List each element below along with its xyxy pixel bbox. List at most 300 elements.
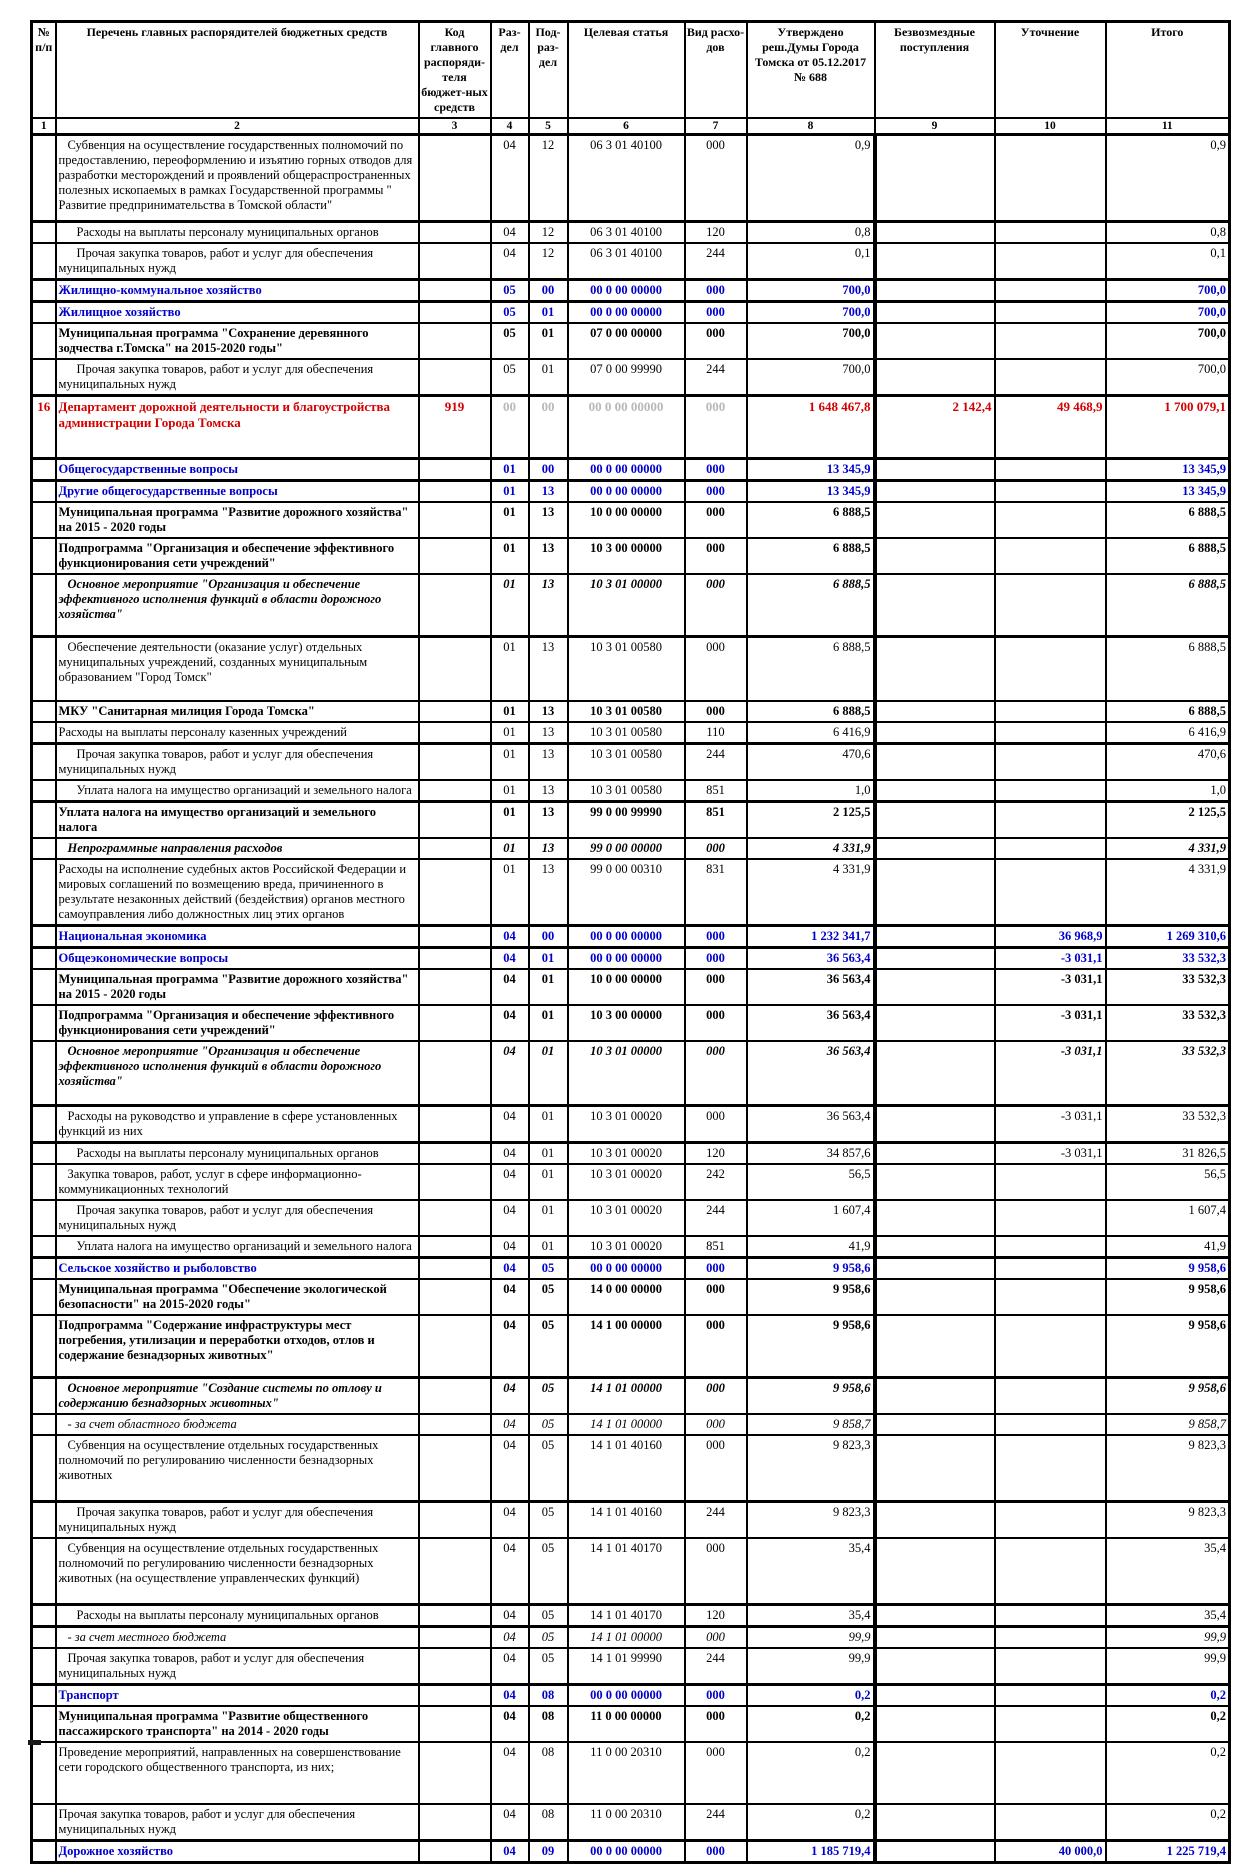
cell-name: Расходы на выплаты персоналу муниципальных органов (56, 222, 419, 244)
cell-approved: 6 888,5 (747, 637, 875, 702)
cell-num (32, 1502, 56, 1539)
cell-name: Общегосударственные вопросы (56, 459, 419, 481)
cell-grants (875, 323, 995, 359)
cell-code (419, 926, 491, 948)
cell-name: Муниципальная программа "Сохранение деревянного зодчества г.Томска" на 2015-2020 годы" (56, 323, 419, 359)
col-header-name: Перечень главных распорядителей бюджетных средств (56, 22, 419, 119)
cell-code (419, 1502, 491, 1539)
cell-razdel: 04 (491, 1685, 529, 1707)
cell-expense-type: 000 (685, 637, 747, 702)
cell-total: 33 532,3 (1106, 948, 1230, 970)
cell-podrazdel: 00 (529, 926, 568, 948)
cell-razdel: 05 (491, 359, 529, 396)
table-row (32, 1742, 1230, 1804)
cell-adjustment (995, 1164, 1106, 1200)
cell-podrazdel: 05 (529, 1414, 568, 1435)
cell-expense-type: 244 (685, 1648, 747, 1685)
cell-name: Подпрограмма "Организация и обеспечение эффективного функционирования сети учреждений" (56, 1005, 419, 1041)
cell-code (419, 1414, 491, 1435)
cell-razdel: 05 (491, 280, 529, 302)
cell-approved: 99,9 (747, 1648, 875, 1685)
cell-adjustment (995, 802, 1106, 839)
table-row (32, 459, 1230, 481)
cell-num (32, 135, 56, 222)
cell-approved: 9 823,3 (747, 1435, 875, 1502)
cell-target-article: 00 0 00 00000 (568, 280, 685, 302)
cell-expense-type: 000 (685, 1041, 747, 1106)
cell-name: МКУ "Санитарная милиция Города Томска" (56, 701, 419, 722)
col-number: 7 (685, 118, 747, 135)
cell-target-article: 10 3 01 00580 (568, 780, 685, 802)
table-header (32, 22, 1230, 135)
cell-expense-type: 000 (685, 1005, 747, 1041)
cell-target-article: 10 3 01 00020 (568, 1236, 685, 1258)
cell-code (419, 838, 491, 859)
col-number: 9 (875, 118, 995, 135)
table-row (32, 969, 1230, 1005)
table-row (32, 637, 1230, 702)
cell-total: 13 345,9 (1106, 481, 1230, 503)
cell-name: Национальная экономика (56, 926, 419, 948)
col-number: 10 (995, 118, 1106, 135)
cell-num (32, 1279, 56, 1315)
col-header-approved: Утверждено реш.Думы Города Томска от 05.12.2017 № 688 (747, 22, 875, 119)
cell-adjustment: -3 031,1 (995, 1106, 1106, 1143)
table-row (32, 1414, 1230, 1435)
table-row (32, 1378, 1230, 1415)
cell-grants (875, 1279, 995, 1315)
cell-name: Прочая закупка товаров, работ и услуг для обеспечения муниципальных нужд (56, 1502, 419, 1539)
cell-expense-type: 110 (685, 722, 747, 744)
cell-adjustment: -3 031,1 (995, 1041, 1106, 1106)
cell-adjustment (995, 1378, 1106, 1415)
cell-code (419, 222, 491, 244)
cell-total: 6 888,5 (1106, 538, 1230, 574)
cell-adjustment (995, 1315, 1106, 1378)
cell-code (419, 802, 491, 839)
cell-total: 9 958,6 (1106, 1279, 1230, 1315)
cell-grants (875, 1605, 995, 1627)
cell-code (419, 1841, 491, 1863)
cell-adjustment (995, 744, 1106, 781)
cell-podrazdel: 01 (529, 323, 568, 359)
cell-target-article: 06 3 01 40100 (568, 222, 685, 244)
cell-razdel: 04 (491, 135, 529, 222)
cell-target-article: 14 1 01 00000 (568, 1414, 685, 1435)
cell-code (419, 1041, 491, 1106)
cell-grants (875, 838, 995, 859)
cell-name: Прочая закупка товаров, работ и услуг для обеспечения муниципальных нужд (56, 744, 419, 781)
cell-podrazdel: 01 (529, 1005, 568, 1041)
cell-razdel: 04 (491, 1435, 529, 1502)
cell-total: 700,0 (1106, 323, 1230, 359)
cell-total: 2 125,5 (1106, 802, 1230, 839)
cell-total: 35,4 (1106, 1605, 1230, 1627)
cell-total: 1,0 (1106, 780, 1230, 802)
cell-approved: 36 563,4 (747, 948, 875, 970)
cell-target-article: 10 3 01 00020 (568, 1143, 685, 1165)
col-number: 5 (529, 118, 568, 135)
cell-total: 700,0 (1106, 359, 1230, 396)
cell-code (419, 459, 491, 481)
cell-podrazdel: 01 (529, 359, 568, 396)
cell-total: 470,6 (1106, 744, 1230, 781)
cell-grants (875, 574, 995, 637)
cell-code (419, 481, 491, 503)
cell-podrazdel: 05 (529, 1435, 568, 1502)
cell-razdel: 04 (491, 1279, 529, 1315)
cell-approved: 56,5 (747, 1164, 875, 1200)
table-row (32, 701, 1230, 722)
cell-podrazdel: 13 (529, 481, 568, 503)
cell-total: 6 888,5 (1106, 502, 1230, 538)
budget-table (30, 20, 1231, 1864)
cell-code (419, 1200, 491, 1236)
cell-razdel: 04 (491, 1200, 529, 1236)
cell-expense-type: 000 (685, 1378, 747, 1415)
cell-num (32, 1742, 56, 1804)
cell-code (419, 359, 491, 396)
cell-total: 9 823,3 (1106, 1435, 1230, 1502)
table-row (32, 802, 1230, 839)
cell-approved: 36 563,4 (747, 969, 875, 1005)
cell-name: Муниципальная программа "Обеспечение экологической безопасности" на 2015-2020 годы" (56, 1279, 419, 1315)
cell-code (419, 1538, 491, 1605)
cell-total: 56,5 (1106, 1164, 1230, 1200)
cell-target-article: 10 3 01 00580 (568, 637, 685, 702)
cell-expense-type: 000 (685, 926, 747, 948)
cell-razdel: 04 (491, 1706, 529, 1742)
cell-approved: 6 888,5 (747, 538, 875, 574)
cell-total: 99,9 (1106, 1627, 1230, 1649)
cell-target-article: 14 1 01 40160 (568, 1502, 685, 1539)
cell-expense-type: 000 (685, 135, 747, 222)
cell-num (32, 302, 56, 324)
cell-name: Непрограммные направления расходов (56, 838, 419, 859)
cell-adjustment (995, 1279, 1106, 1315)
cell-podrazdel: 01 (529, 1106, 568, 1143)
cell-adjustment (995, 1236, 1106, 1258)
cell-podrazdel: 08 (529, 1742, 568, 1804)
cell-num (32, 838, 56, 859)
cell-num (32, 359, 56, 396)
col-header-razdel: Раз-дел (491, 22, 529, 119)
cell-num (32, 859, 56, 926)
cell-code (419, 859, 491, 926)
cell-podrazdel: 13 (529, 574, 568, 637)
cell-num (32, 459, 56, 481)
cell-total: 6 888,5 (1106, 574, 1230, 637)
cell-expense-type: 000 (685, 396, 747, 459)
cell-name: Субвенция на осуществление отдельных государственных полномочий по регулированию численности безнадзорных животных (56, 1435, 419, 1502)
cell-total: 41,9 (1106, 1236, 1230, 1258)
cell-approved: 1 185 719,4 (747, 1841, 875, 1863)
cell-code (419, 502, 491, 538)
cell-adjustment (995, 323, 1106, 359)
cell-expense-type: 000 (685, 969, 747, 1005)
cell-approved: 6 888,5 (747, 701, 875, 722)
cell-approved: 13 345,9 (747, 459, 875, 481)
cell-approved: 0,1 (747, 243, 875, 280)
cell-code (419, 1706, 491, 1742)
cell-num: 16 (32, 396, 56, 459)
table-row (32, 323, 1230, 359)
cell-podrazdel: 12 (529, 243, 568, 280)
col-number: 2 (56, 118, 419, 135)
col-header-expense-type: Вид расхо-дов (685, 22, 747, 119)
cell-total: 700,0 (1106, 302, 1230, 324)
col-number: 4 (491, 118, 529, 135)
cell-grants (875, 502, 995, 538)
cell-code (419, 1258, 491, 1280)
cell-adjustment: -3 031,1 (995, 948, 1106, 970)
cell-total: 9 858,7 (1106, 1414, 1230, 1435)
cell-target-article: 00 0 00 00000 (568, 1841, 685, 1863)
cell-target-article: 99 0 00 00000 (568, 838, 685, 859)
cell-expense-type: 000 (685, 1279, 747, 1315)
table-row (32, 744, 1230, 781)
cell-name: Прочая закупка товаров, работ и услуг для обеспечения муниципальных нужд (56, 1200, 419, 1236)
cell-target-article: 10 3 01 00020 (568, 1200, 685, 1236)
cell-grants (875, 302, 995, 324)
table-row (32, 926, 1230, 948)
cell-approved: 0,8 (747, 222, 875, 244)
cell-name: Закупка товаров, работ, услуг в сфере информационно-коммуникационных технологий (56, 1164, 419, 1200)
table-row (32, 1435, 1230, 1502)
cell-adjustment (995, 637, 1106, 702)
cell-expense-type: 851 (685, 802, 747, 839)
cell-code (419, 538, 491, 574)
cell-total: 0,9 (1106, 135, 1230, 222)
cell-code (419, 1742, 491, 1804)
cell-total: 1 607,4 (1106, 1200, 1230, 1236)
cell-total: 4 331,9 (1106, 859, 1230, 926)
cell-grants (875, 1258, 995, 1280)
cell-adjustment (995, 1414, 1106, 1435)
cell-name: Уплата налога на имущество организаций и земельного налога (56, 1236, 419, 1258)
cell-total: 9 958,6 (1106, 1315, 1230, 1378)
cell-target-article: 10 3 01 00580 (568, 701, 685, 722)
cell-approved: 36 563,4 (747, 1106, 875, 1143)
table-row (32, 574, 1230, 637)
cell-grants (875, 359, 995, 396)
cell-razdel: 01 (491, 538, 529, 574)
cell-code (419, 969, 491, 1005)
cell-approved: 0,2 (747, 1706, 875, 1742)
cell-target-article: 00 0 00 00000 (568, 1258, 685, 1280)
cell-approved: 6 888,5 (747, 502, 875, 538)
cell-total: 33 532,3 (1106, 1005, 1230, 1041)
cell-adjustment (995, 502, 1106, 538)
cell-expense-type: 244 (685, 1200, 747, 1236)
col-number: 6 (568, 118, 685, 135)
cell-adjustment (995, 838, 1106, 859)
cell-approved: 1 648 467,8 (747, 396, 875, 459)
cell-target-article: 14 1 01 40160 (568, 1435, 685, 1502)
cell-num (32, 1106, 56, 1143)
cell-approved: 700,0 (747, 302, 875, 324)
cell-razdel: 04 (491, 222, 529, 244)
cell-podrazdel: 13 (529, 502, 568, 538)
cell-code (419, 1164, 491, 1200)
cell-total: 0,1 (1106, 243, 1230, 280)
cell-code (419, 1143, 491, 1165)
cell-razdel: 01 (491, 722, 529, 744)
cell-approved: 700,0 (747, 323, 875, 359)
cell-adjustment (995, 222, 1106, 244)
col-header-target-article: Целевая статья (568, 22, 685, 119)
cell-expense-type: 000 (685, 574, 747, 637)
cell-approved: 0,2 (747, 1804, 875, 1841)
cell-expense-type: 000 (685, 481, 747, 503)
cell-grants (875, 1627, 995, 1649)
cell-razdel: 04 (491, 1143, 529, 1165)
cell-target-article: 00 0 00 00000 (568, 948, 685, 970)
cell-razdel: 01 (491, 780, 529, 802)
table-row (32, 396, 1230, 459)
cell-razdel: 04 (491, 1106, 529, 1143)
table-row (32, 481, 1230, 503)
cell-podrazdel: 05 (529, 1258, 568, 1280)
cell-adjustment (995, 1502, 1106, 1539)
cell-adjustment (995, 859, 1106, 926)
cell-grants (875, 1685, 995, 1707)
cell-name: Жилищное хозяйство (56, 302, 419, 324)
cell-expense-type: 000 (685, 1627, 747, 1649)
table-row (32, 780, 1230, 802)
cell-num (32, 1538, 56, 1605)
cell-num (32, 722, 56, 744)
cell-target-article: 00 0 00 00000 (568, 1685, 685, 1707)
cell-adjustment (995, 1804, 1106, 1841)
cell-code (419, 1648, 491, 1685)
cell-adjustment (995, 574, 1106, 637)
col-number: 3 (419, 118, 491, 135)
cell-expense-type: 120 (685, 222, 747, 244)
table-row (32, 1627, 1230, 1649)
cell-razdel: 01 (491, 701, 529, 722)
cell-adjustment (995, 459, 1106, 481)
cell-expense-type: 851 (685, 780, 747, 802)
cell-razdel: 04 (491, 243, 529, 280)
cell-name: Муниципальная программа "Развитие дорожного хозяйства" на 2015 - 2020 годы (56, 969, 419, 1005)
cell-num (32, 744, 56, 781)
cell-adjustment (995, 280, 1106, 302)
cell-name: Муниципальная программа "Развитие дорожного хозяйства" на 2015 - 2020 годы (56, 502, 419, 538)
cell-approved: 9 958,6 (747, 1378, 875, 1415)
cell-num (32, 780, 56, 802)
cell-approved: 4 331,9 (747, 838, 875, 859)
cell-approved: 9 958,6 (747, 1279, 875, 1315)
cell-name: Уплата налога на имущество организаций и земельного налога (56, 780, 419, 802)
cell-podrazdel: 08 (529, 1706, 568, 1742)
cell-expense-type: 244 (685, 243, 747, 280)
cell-razdel: 01 (491, 744, 529, 781)
table-row (32, 1706, 1230, 1742)
cell-num (32, 1605, 56, 1627)
cell-target-article: 00 0 00 00000 (568, 302, 685, 324)
cell-expense-type: 000 (685, 1315, 747, 1378)
cell-num (32, 926, 56, 948)
cell-num (32, 969, 56, 1005)
cell-code (419, 744, 491, 781)
cell-podrazdel: 05 (529, 1627, 568, 1649)
cell-approved: 6 888,5 (747, 574, 875, 637)
cell-podrazdel: 00 (529, 396, 568, 459)
cell-total: 0,2 (1106, 1706, 1230, 1742)
cell-adjustment (995, 1605, 1106, 1627)
cell-code (419, 1236, 491, 1258)
col-header-code: Код главного распоряди-теля бюджет-ных средств (419, 22, 491, 119)
cell-adjustment (995, 1258, 1106, 1280)
header-title-row (32, 22, 1230, 119)
cell-target-article: 07 0 00 99990 (568, 359, 685, 396)
cell-name: - за счет местного бюджета (56, 1627, 419, 1649)
cell-name: Основное мероприятие "Создание системы по отлову и содержанию безнадзорных животных" (56, 1378, 419, 1415)
cell-total: 33 532,3 (1106, 969, 1230, 1005)
cell-podrazdel: 00 (529, 280, 568, 302)
cell-name: Другие общегосударственные вопросы (56, 481, 419, 503)
cell-name: Расходы на исполнение судебных актов Российской Федерации и мировых соглашений по возмещению вреда, причиненного в результате незаконных действий (бездействия) органов местного самоуправления либо должностных лиц этих органов (56, 859, 419, 926)
cell-target-article: 10 3 01 00000 (568, 574, 685, 637)
cell-podrazdel: 05 (529, 1648, 568, 1685)
cell-num (32, 1378, 56, 1415)
cell-expense-type: 000 (685, 948, 747, 970)
cell-approved: 1,0 (747, 780, 875, 802)
cell-total: 0,2 (1106, 1742, 1230, 1804)
cell-grants (875, 1005, 995, 1041)
cell-target-article: 14 0 00 00000 (568, 1279, 685, 1315)
cell-grants (875, 1648, 995, 1685)
cell-num (32, 1236, 56, 1258)
table-row (32, 948, 1230, 970)
cell-grants (875, 1236, 995, 1258)
cell-grants: 2 142,4 (875, 396, 995, 459)
cell-code (419, 1804, 491, 1841)
cell-razdel: 04 (491, 1648, 529, 1685)
cell-code (419, 948, 491, 970)
cell-name: Расходы на выплаты персоналу муниципальных органов (56, 1605, 419, 1627)
cell-grants (875, 1706, 995, 1742)
cell-total: 1 225 719,4 (1106, 1841, 1230, 1863)
cell-code (419, 1315, 491, 1378)
cell-expense-type: 831 (685, 859, 747, 926)
cell-grants (875, 1378, 995, 1415)
cell-podrazdel: 01 (529, 1041, 568, 1106)
cell-target-article: 10 3 00 00000 (568, 1005, 685, 1041)
cell-razdel: 01 (491, 502, 529, 538)
cell-expense-type: 000 (685, 323, 747, 359)
cell-podrazdel: 13 (529, 859, 568, 926)
cell-expense-type: 851 (685, 1236, 747, 1258)
cell-name: Департамент дорожной деятельности и благоустройства администрации Города Томска (56, 396, 419, 459)
cell-total: 1 700 079,1 (1106, 396, 1230, 459)
cell-num (32, 1258, 56, 1280)
cell-grants (875, 1315, 995, 1378)
cell-razdel: 04 (491, 969, 529, 1005)
cell-expense-type: 244 (685, 744, 747, 781)
cell-grants (875, 859, 995, 926)
cell-approved: 0,2 (747, 1685, 875, 1707)
cell-podrazdel: 13 (529, 780, 568, 802)
cell-target-article: 07 0 00 00000 (568, 323, 685, 359)
cell-podrazdel: 00 (529, 459, 568, 481)
cell-grants (875, 1538, 995, 1605)
cell-approved: 6 416,9 (747, 722, 875, 744)
cell-expense-type: 242 (685, 1164, 747, 1200)
cell-expense-type: 000 (685, 1706, 747, 1742)
cell-code (419, 1627, 491, 1649)
